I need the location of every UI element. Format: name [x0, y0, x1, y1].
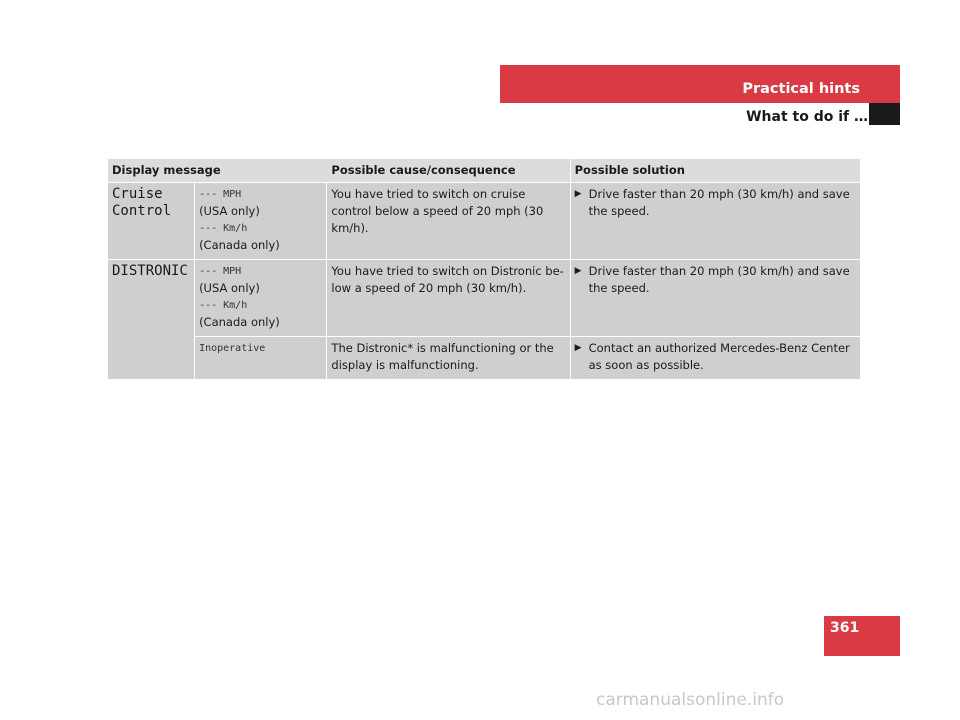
solution-cell [571, 260, 860, 337]
solution-text: Contact an authorized Mercedes-Benz Center as soon as possible. [588, 341, 850, 372]
cause-cell [327, 260, 570, 337]
cause-cell [327, 337, 570, 380]
solution-text: Drive faster than 20 mph (30 km/h) and save the speed. [588, 264, 850, 295]
table-row [108, 337, 860, 380]
display-message: DISTRONIC [112, 263, 188, 279]
display-message-cell [108, 260, 195, 380]
solution-text: Drive faster than 20 mph (30 km/h) and save the speed. [588, 187, 850, 218]
table-row [108, 183, 860, 260]
column-header-cause: Possible cause/consequence [327, 159, 570, 183]
display-text: --- MPH [199, 189, 242, 200]
solution-cell [571, 337, 860, 380]
display-text: --- Km/h [199, 300, 248, 311]
region-note: (USA only) [199, 204, 260, 218]
column-header-display-message: Display message [108, 159, 327, 183]
cause-text: The Distronic* is malfunctioning or the display is malfunctioning. [331, 341, 554, 372]
corner-marker [869, 103, 900, 125]
triangle-right-icon: ▶ [574, 266, 582, 276]
page-number: 361 [830, 620, 860, 636]
region-note: (Canada only) [199, 238, 280, 252]
display-text: --- Km/h [199, 223, 248, 234]
table-row [108, 260, 860, 337]
table-header-row [108, 159, 860, 183]
display-message: Cruise Control [112, 186, 172, 219]
triangle-right-icon: ▶ [574, 343, 582, 353]
display-variant-cell [195, 260, 327, 337]
section-title: Practical hints [742, 81, 860, 97]
solution-cell [571, 183, 860, 260]
region-note: (Canada only) [199, 315, 280, 329]
display-text: Inoperative [199, 343, 266, 354]
watermark: carmanualsonline.info [596, 690, 785, 710]
column-header-solution: Possible solution [571, 159, 860, 183]
cause-cell [327, 183, 570, 260]
display-message-table [108, 159, 860, 380]
display-message-cell [108, 183, 195, 260]
cause-text: You have tried to switch on cruise control below a speed of 20 mph (30 km/h). [331, 187, 544, 235]
display-variant-cell [195, 337, 327, 380]
header-band [500, 65, 900, 103]
region-note: (USA only) [199, 281, 260, 295]
subsection-title: What to do if … [746, 109, 868, 125]
display-variant-cell [195, 183, 327, 260]
page-number-box [824, 616, 900, 656]
cause-text: You have tried to switch on Distronic be-low a speed of 20 mph (30 km/h). [331, 264, 564, 295]
triangle-right-icon: ▶ [574, 189, 582, 199]
display-text: --- MPH [199, 266, 242, 277]
